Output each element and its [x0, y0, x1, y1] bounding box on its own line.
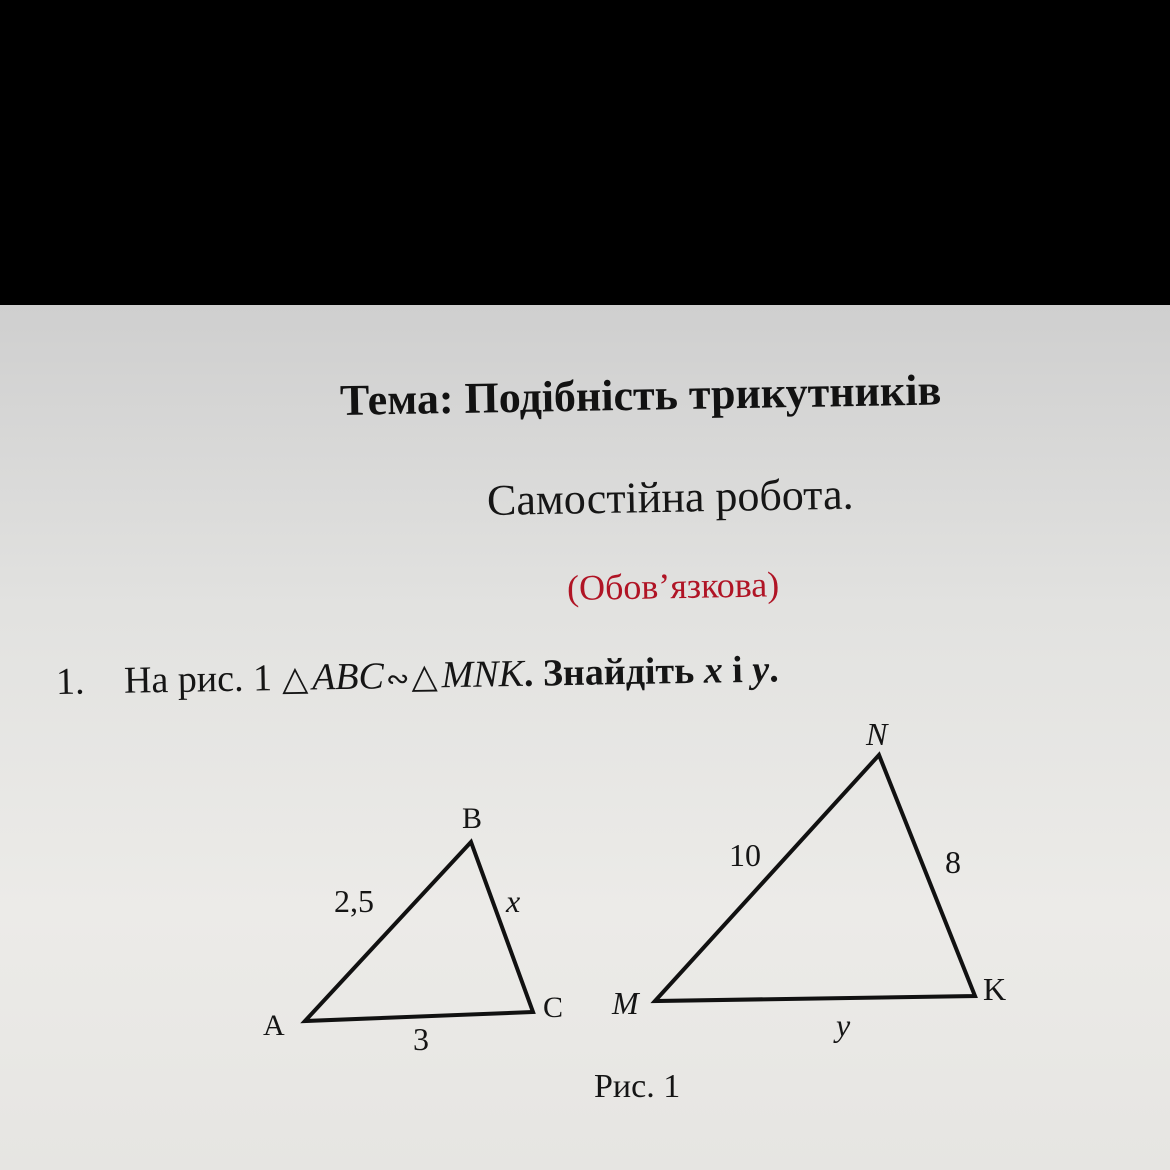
- triangle-mnk-name: MNK: [441, 652, 525, 697]
- conjunction: і: [731, 649, 744, 692]
- side-nk-label: 8: [945, 844, 961, 880]
- triangle-abc-name: ABC: [311, 655, 385, 699]
- side-ac-label: 3: [413, 1021, 429, 1057]
- task-lead: На рис. 1: [123, 657, 273, 702]
- triangle-abc: [263, 802, 563, 1057]
- task-instruction: . Знайдіть: [523, 649, 695, 695]
- triangle-symbol-2: △: [411, 658, 438, 696]
- required-note: (Обов’язкова): [566, 564, 780, 608]
- page-subtitle: Самостійна робота.: [486, 469, 854, 525]
- side-ab-label: 2,5: [334, 883, 374, 919]
- vertex-b-label: B: [462, 802, 483, 835]
- triangle-abc-shape: [305, 842, 533, 1021]
- vertex-k-label: K: [983, 971, 1007, 1007]
- figure-caption: Рис. 1: [594, 1068, 681, 1105]
- variable-x: x: [703, 649, 724, 692]
- triangle-mnk-shape: [655, 755, 975, 1001]
- variable-y: y: [751, 648, 770, 691]
- side-mn-label: 10: [729, 837, 761, 873]
- task-number: 1.: [55, 660, 85, 703]
- triangle-symbol-1: △: [281, 660, 309, 699]
- similar-symbol: ∾: [385, 663, 410, 696]
- vertex-a-label: A: [263, 1009, 285, 1042]
- task-period: .: [768, 648, 780, 691]
- triangle-mnk: [611, 716, 1006, 1043]
- vertex-n-label: N: [866, 716, 888, 752]
- vertex-c-label: C: [543, 991, 564, 1024]
- page-title: Тема: Подібність трикутників: [339, 365, 942, 425]
- vertex-m-label: M: [612, 985, 639, 1021]
- side-mk-label: y: [836, 1007, 851, 1043]
- side-bc-label: x: [506, 883, 521, 919]
